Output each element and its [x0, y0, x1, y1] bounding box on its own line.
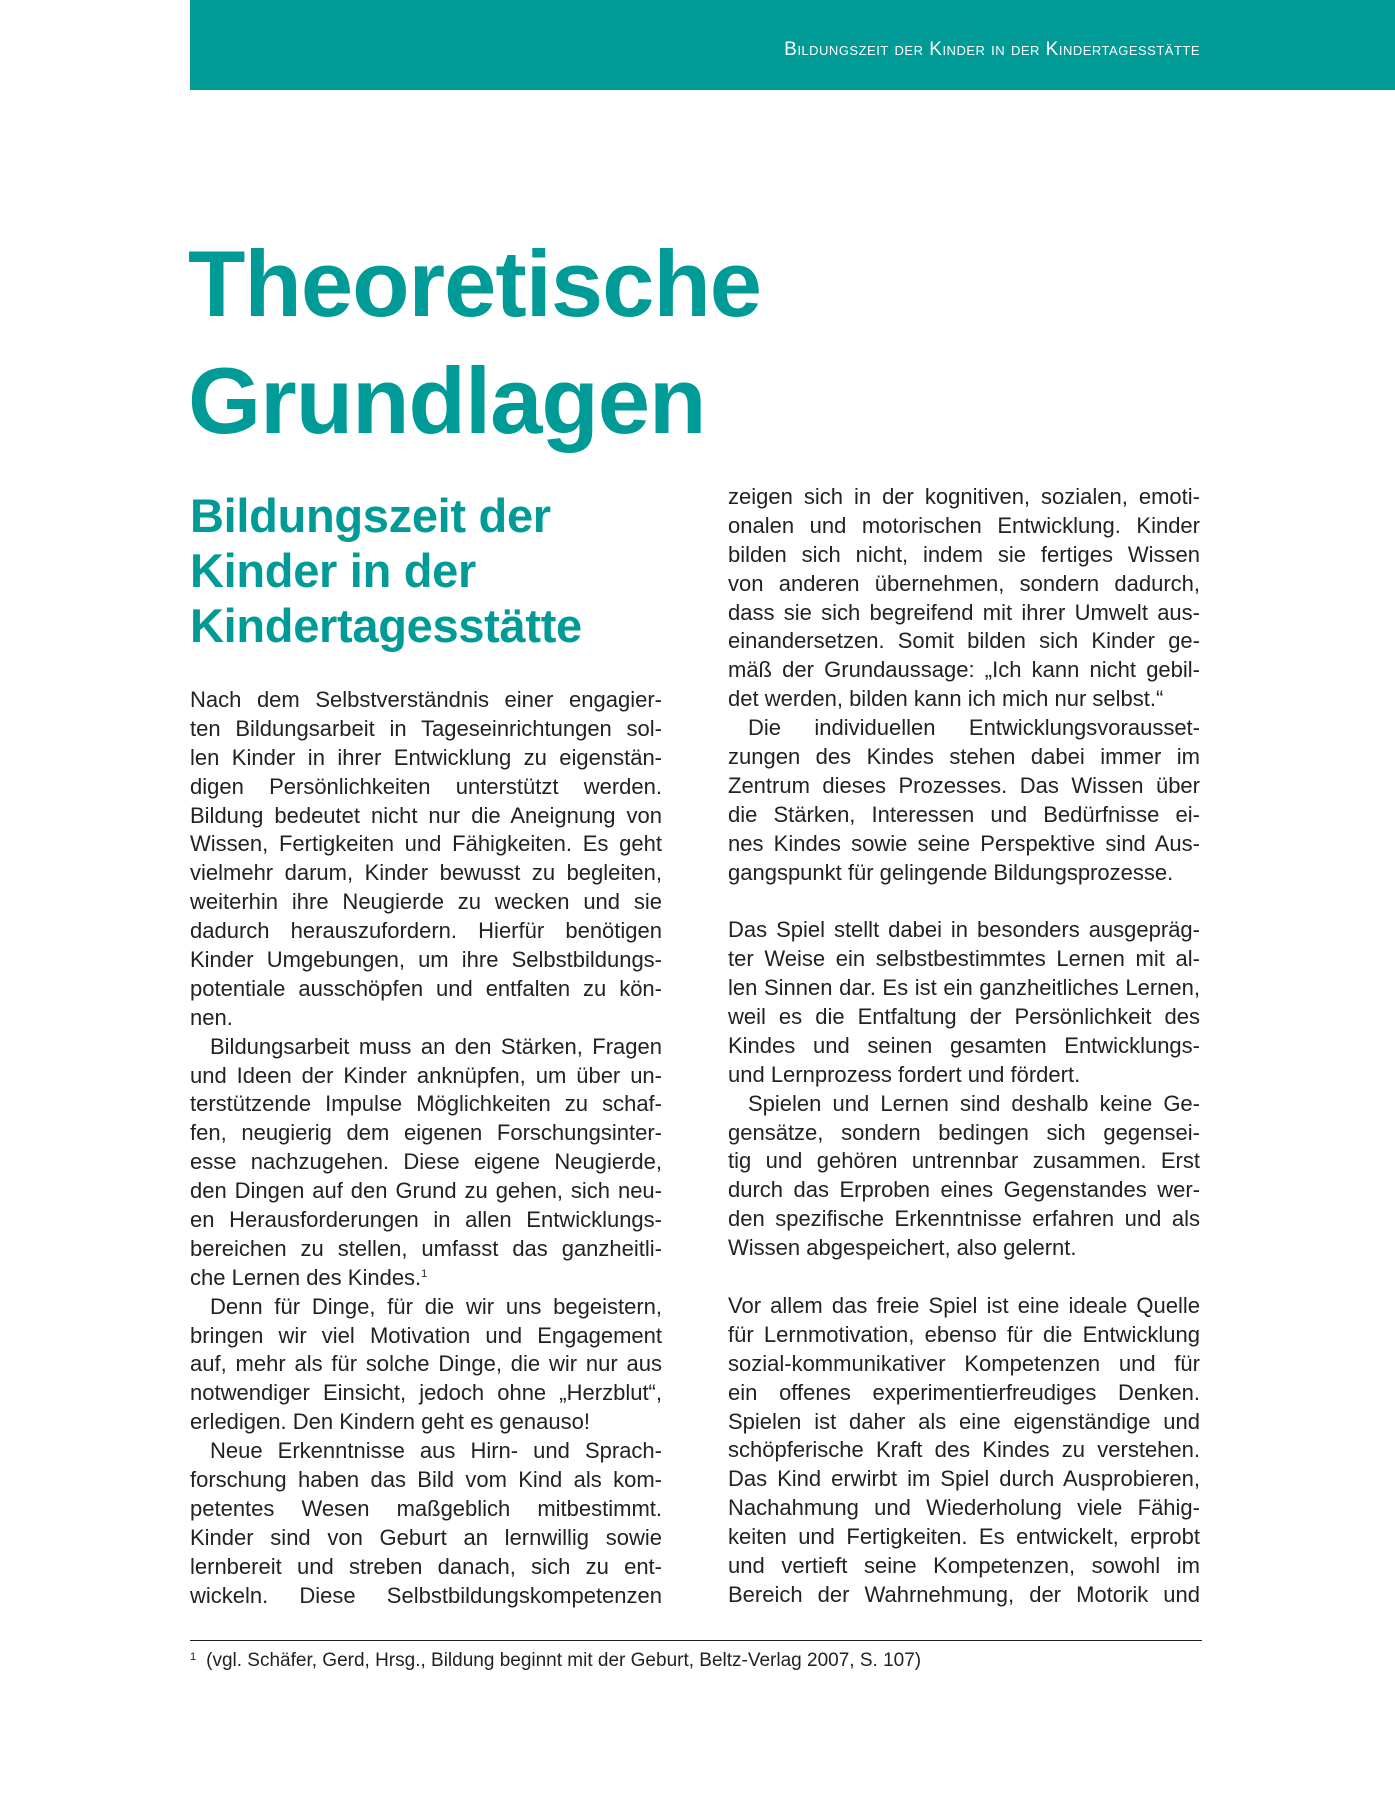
text-line: sozial-kommunikativer Kompetenzen und für — [728, 1350, 1200, 1376]
text-line: Wissen abgespeichert, also gelernt. — [728, 1235, 1077, 1261]
text-line: auf, mehr als für solche Dinge, die wir nur aus — [190, 1351, 662, 1377]
text-line: esse nachzugehen. Diese eigene Neugierde, — [190, 1149, 662, 1175]
text-line: det werden, bilden kann ich mich nur selbst.“ — [728, 686, 1164, 712]
text-line: fen, neugierig dem eigenen Forschungsinter- — [190, 1120, 662, 1146]
text-line: Spielen ist daher als eine eigenständige und — [728, 1408, 1200, 1434]
text-line: len Kinder in ihrer Entwicklung zu eigenstän- — [190, 744, 662, 770]
text-line: nes Kindes sowie seine Perspektive sind Aus- — [728, 830, 1200, 856]
text-line: Nach dem Selbstverständnis einer engagier- — [190, 687, 662, 712]
text-line: vielmehr darum, Kinder bewusst zu begleiten, — [190, 860, 662, 886]
text-line: Nachahmung und Wiederholung viele Fähig- — [728, 1495, 1200, 1521]
text-line: zungen des Kindes stehen dabei immer im — [728, 744, 1200, 770]
footnote — [190, 1650, 921, 1672]
text-line: lernbereit und streben danach, sich zu ent- — [190, 1553, 662, 1579]
footnote-number: 1 — [190, 1651, 197, 1663]
text-line: den spezifische Erkenntnisse erfahren und als — [728, 1206, 1200, 1232]
right-text-column — [728, 483, 1200, 1610]
text-line: petentes Wesen maßgeblich mitbestimmt. — [190, 1495, 662, 1521]
text-line: digen Persönlichkeiten unterstützt werden. — [190, 773, 662, 799]
running-header-bar — [190, 0, 1395, 90]
text-line: dadurch herauszufordern. Hierfür benötigen — [190, 918, 662, 944]
text-line: Die individuellen Entwicklungsvorausset- — [748, 715, 1200, 741]
text-line: len Sinnen dar. Es ist ein ganzheitliches Lernen, — [728, 975, 1200, 1001]
text-line: en Herausforderungen in allen Entwicklungs- — [190, 1207, 662, 1233]
section-heading-line: Bildungszeit der — [190, 489, 551, 542]
text-line: ein offenes experimentierfreudiges Denken. — [728, 1379, 1200, 1405]
text-line: Vor allem das freie Spiel ist eine ideale Quelle — [728, 1292, 1200, 1318]
text-line: den Dingen auf den Grund zu gehen, sich neu- — [190, 1178, 662, 1204]
page-title-line: Theoretische — [188, 231, 762, 336]
text-line: Bildung bedeutet nicht nur die Aneignung von — [190, 802, 662, 828]
footnote-reference[interactable]: 1 — [421, 1267, 428, 1280]
text-line: bereichen zu stellen, umfasst das ganzheitli- — [190, 1235, 662, 1261]
text-line: Wissen, Fertigkeiten und Fähigkeiten. Es geht — [190, 831, 662, 857]
text-line: von anderen übernehmen, sondern dadurch, — [728, 570, 1200, 596]
text-line: einandersetzen. Somit bilden sich Kinder ge- — [728, 628, 1200, 654]
text-line: Kinder Umgebungen, um ihre Selbstbildungs- — [190, 947, 662, 973]
text-line: und vertieft seine Kompetenzen, sowohl im — [728, 1552, 1200, 1578]
text-line: bilden sich nicht, indem sie fertiges Wissen — [728, 541, 1200, 567]
text-line: Neue Erkenntnisse aus Hirn- und Sprach- — [210, 1438, 662, 1464]
section-heading-line: Kindertagesstätte — [190, 599, 582, 652]
text-line: ter Weise ein selbstbestimmtes Lernen mit al- — [728, 946, 1200, 972]
text-line: che Lernen des Kindes. — [190, 1264, 422, 1290]
text-line: wickeln. Diese Selbstbildungskompetenzen — [190, 1582, 662, 1608]
text-line-with-footnote — [190, 1264, 662, 1293]
text-line: erledigen. Den Kindern geht es genauso! — [190, 1409, 590, 1435]
text-line: mäß der Grundaussage: „Ich kann nicht gebil- — [728, 657, 1200, 683]
text-line: bringen wir viel Motivation und Engagement — [190, 1322, 662, 1348]
text-line: die Stärken, Interessen und Bedürfnisse ei- — [728, 801, 1200, 827]
text-line: schöpferische Kraft des Kindes zu verstehen. — [728, 1437, 1200, 1463]
section-heading-line: Kinder in der — [190, 544, 476, 597]
text-line: tig und gehören untrennbar zusammen. Erst — [728, 1148, 1200, 1174]
text-line: gangspunkt für gelingende Bildungsprozesse. — [728, 859, 1174, 885]
text-line: gensätze, sondern bedingen sich gegensei- — [728, 1119, 1200, 1145]
text-line: für Lernmotivation, ebenso für die Entwicklung — [728, 1321, 1200, 1347]
footnote-divider — [190, 1640, 1202, 1641]
text-line: Das Spiel stellt dabei in besonders ausgepräg- — [728, 917, 1200, 943]
section-heading — [190, 488, 582, 653]
text-line: forschung haben das Bild vom Kind als kom- — [190, 1467, 662, 1493]
text-line: nen. — [190, 1004, 233, 1030]
text-line: ten Bildungsarbeit in Tageseinrichtungen sol- — [190, 715, 662, 741]
text-line: weil es die Entfaltung der Persönlichkeit des — [728, 1004, 1200, 1030]
text-line: dass sie sich begreifend mit ihrer Umwelt aus- — [728, 599, 1200, 625]
page-title — [188, 225, 761, 459]
paragraph-gap — [728, 1263, 1200, 1292]
text-line: Das Kind erwirbt im Spiel durch Ausprobieren, — [728, 1466, 1200, 1492]
running-header-title: Bildungszeit der Kinder in der Kindertagesstätte — [784, 39, 1200, 60]
text-line: zeigen sich in der kognitiven, sozialen, emoti- — [728, 484, 1200, 509]
footnote-text: (vgl. Schäfer, Gerd, Hrsg., Bildung beginnt mit der Geburt, Beltz-Verlag 2007, S. 107) — [206, 1650, 922, 1671]
text-line: durch das Erproben eines Gegenstandes wer- — [728, 1177, 1200, 1203]
text-line: onalen und motorischen Entwicklung. Kinder — [728, 512, 1200, 538]
text-line: Spielen und Lernen sind deshalb keine Ge- — [748, 1090, 1200, 1116]
text-line: Zentrum dieses Prozesses. Das Wissen über — [728, 772, 1200, 798]
page-title-line: Grundlagen — [188, 348, 706, 453]
text-line: und Ideen der Kinder anknüpfen, um über un- — [190, 1062, 662, 1088]
text-line: terstützende Impulse Möglichkeiten zu schaf- — [190, 1091, 662, 1117]
text-line: Kindes und seinen gesamten Entwicklungs- — [728, 1032, 1200, 1058]
text-line: notwendiger Einsicht, jedoch ohne „Herzblut“, — [190, 1380, 662, 1406]
text-line: Bereich der Wahrnehmung, der Motorik und — [728, 1581, 1200, 1607]
text-line: und Lernprozess fordert und fördert. — [728, 1061, 1081, 1087]
text-line: weiterhin ihre Neugierde zu wecken und sie — [190, 889, 662, 915]
text-line: keiten und Fertigkeiten. Es entwickelt, erprobt — [728, 1524, 1200, 1550]
text-line: potentiale ausschöpfen und entfalten zu kön- — [190, 975, 662, 1001]
text-line: Bildungsarbeit muss an den Stärken, Fragen — [210, 1033, 662, 1059]
paragraph-gap — [728, 887, 1200, 916]
text-line: Denn für Dinge, für die wir uns begeistern, — [210, 1293, 662, 1319]
left-text-column — [190, 686, 662, 1611]
text-line: Kinder sind von Geburt an lernwillig sowie — [190, 1524, 662, 1550]
